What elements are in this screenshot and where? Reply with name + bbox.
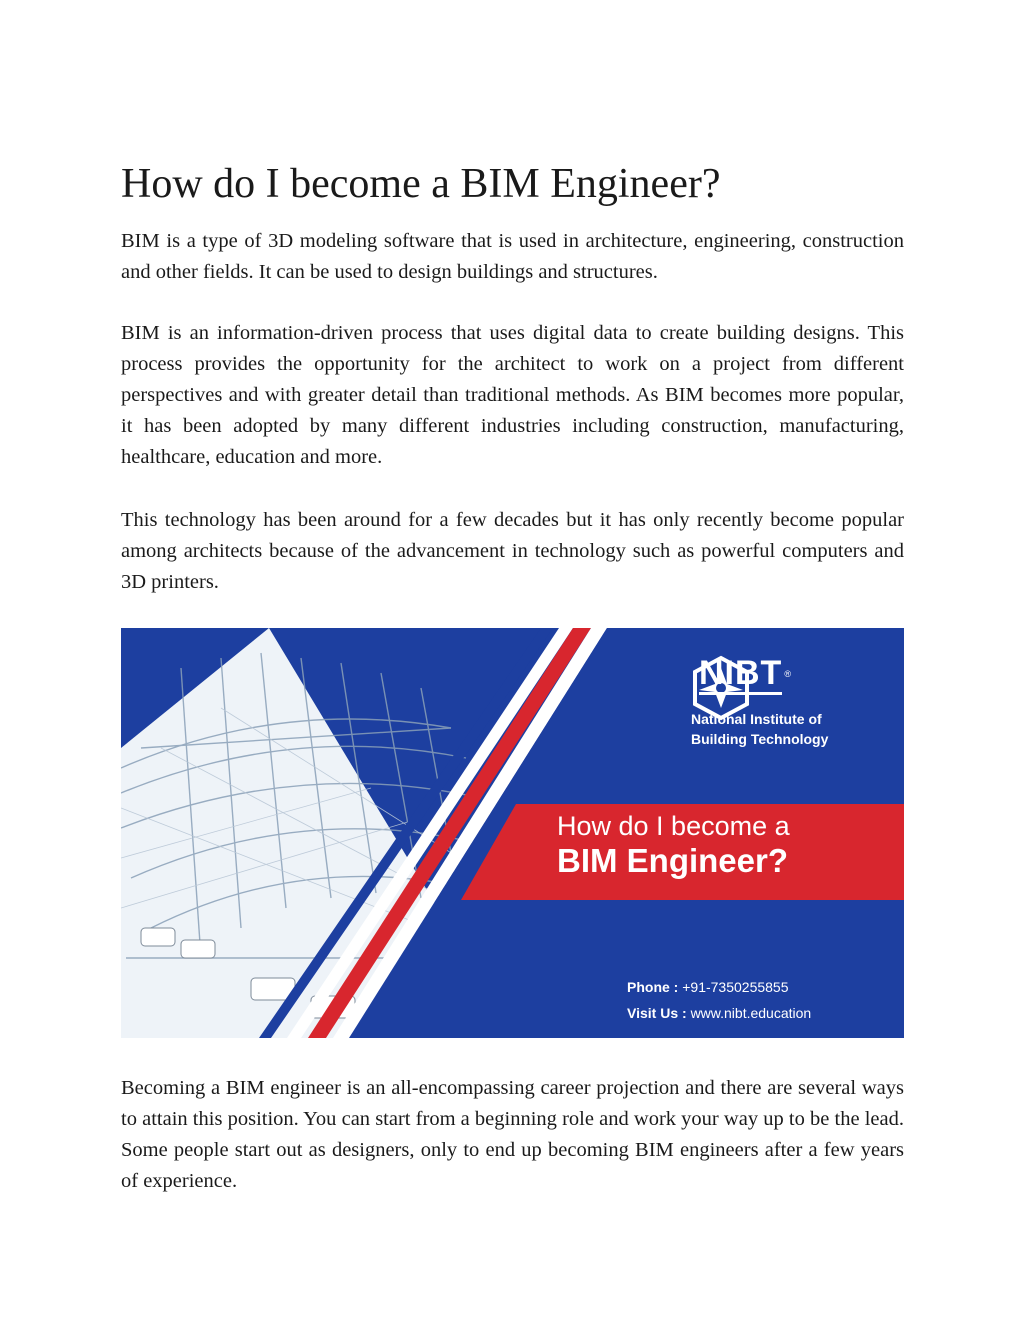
banner-headline-line2: BIM Engineer? [557,842,789,880]
visit-value: www.nibt.education [690,1005,812,1021]
logo-wordmark: NIBT [699,654,783,692]
phone-value: +91-7350255855 [682,979,789,995]
paragraph-process: BIM is an information-driven process that uses digital data to create building designs. This process provides the opportunity for the architect to work on a project from different perspectives and with greater detail than traditional methods. As BIM becomes more popular, it has been adopted by many different industries including construction, manufacturing, healthcare, education and more. [121,322,904,468]
paragraph-technology: This technology has been around for a few decades but it has only recently become popular among architects because of the advancement in technology such as powerful computers and 3D printers. [121,509,904,593]
registered-mark: ® [784,668,791,679]
visit-line: Visit Us : www.nibt.education [627,1005,812,1021]
banner-headline [557,811,897,880]
phone-line: Phone : +91-7350255855 [627,979,789,995]
logo-subtitle-line2: Building Technology [691,731,829,747]
visit-label: Visit Us [627,1005,679,1021]
nibt-logo [691,654,891,749]
paragraph-career: Becoming a BIM engineer is an all-encompassing career projection and there are several ways to attain this position. You can start from a beginning role and work your way up to be the lead. Some people start out as designers, only to end up becoming BIM engineers after a few years of experience. [121,1077,904,1192]
logo-subtitle-line1: National Institute of [691,711,822,727]
phone-label: Phone [627,979,670,995]
paragraph-intro: BIM is a type of 3D modeling software that is used in architecture, engineering, construction and other fields. It can be used to design buildings and structures. [121,230,904,283]
page-title: How do I become a BIM Engineer? [121,161,721,207]
banner-contact [627,974,811,1026]
banner-headline-line1: How do I become a [557,811,790,841]
nibt-banner-image [121,628,904,1038]
